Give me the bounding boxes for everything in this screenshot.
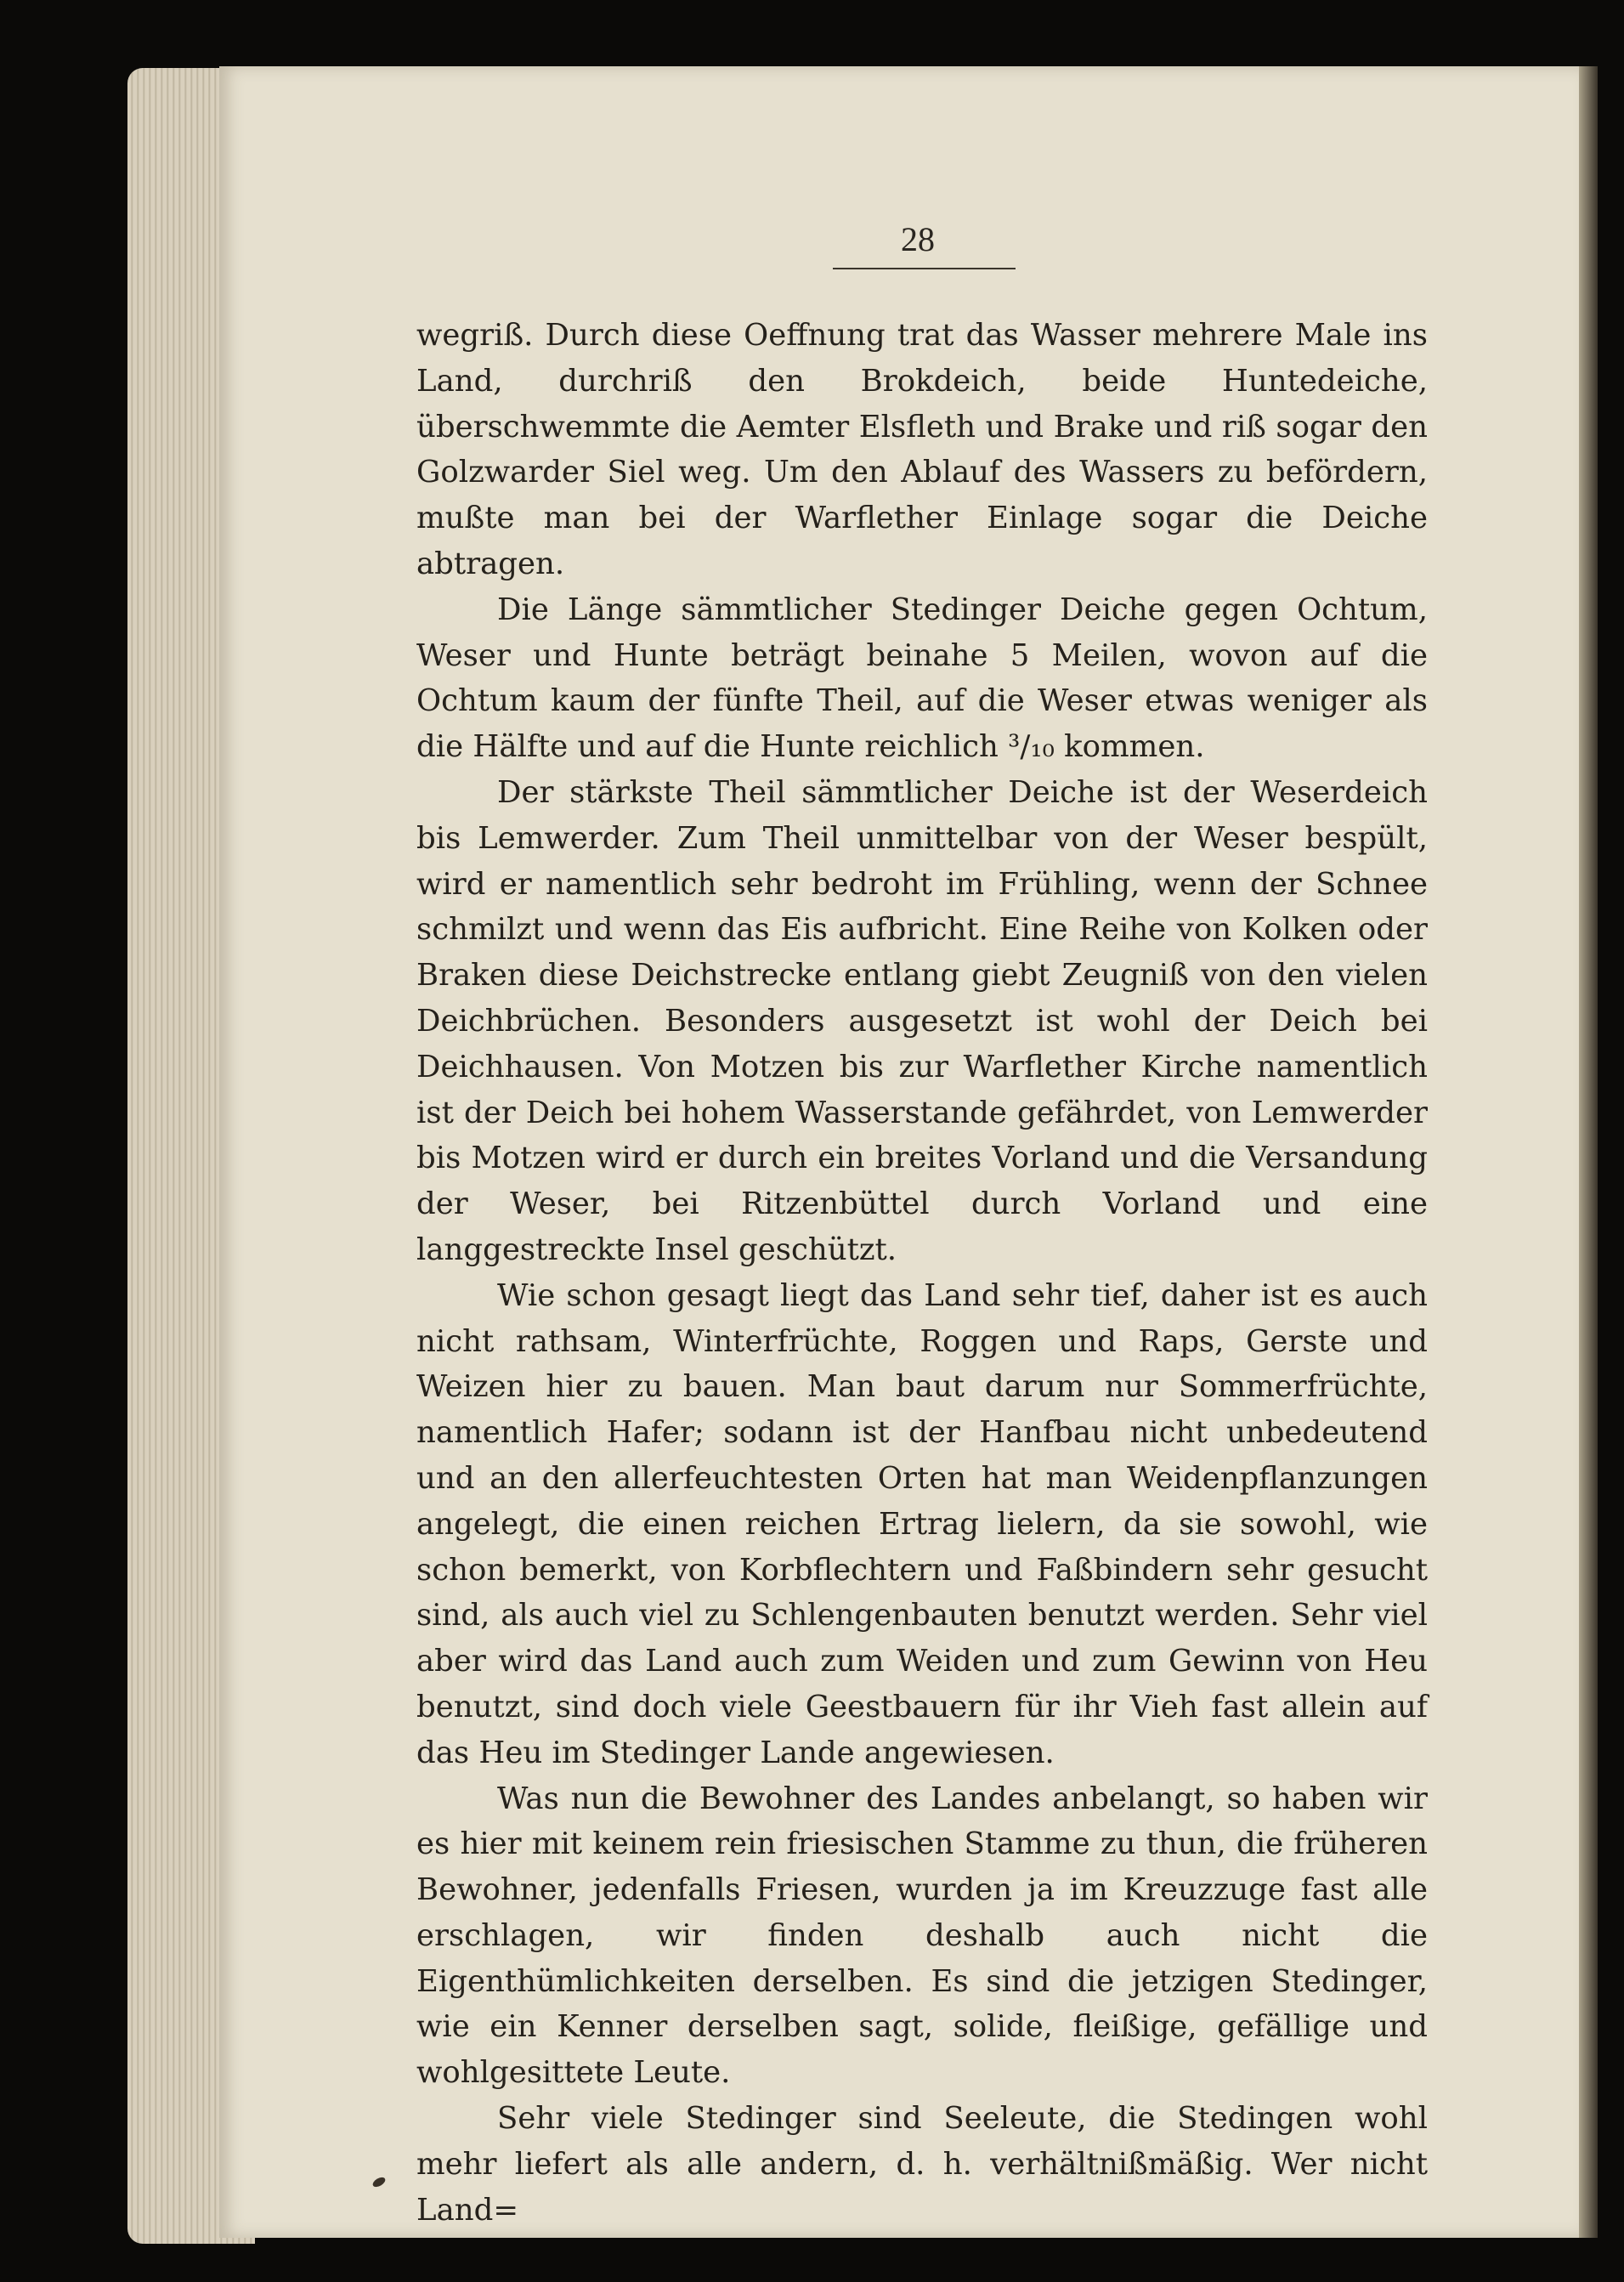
paragraph-4: Wie schon gesagt liegt das Land sehr tief, daher ist es auch nicht rathsam, Winterfrüchte, Roggen und Raps, Gerste und Weizen hier zu bauen. Man baut darum nur Sommerfrüchte, namentlich Hafer; sodann ist der Hanfbau nicht unbedeutend und an den allerfeuchtesten Orten hat man Weidenpflanzungen angelegt, die einen reichen Ertrag lielern, da sie sowohl, wie schon bemerkt, von Korbflechtern und Faßbindern sehr gesucht sind, als auch viel zu Schlengenbauten benutzt werden. Sehr viel aber wird das Land auch zum Weiden und zum Gewinn von Heu benutzt, sind doch viele Geestbauern für ihr Vieh fast allein auf das Heu im Stedinger Lande angewiesen. (416, 1277, 1428, 1770)
page-number: 28 (901, 220, 935, 258)
paragraph-1: wegriß. Durch diese Oeffnung trat das Wasser mehrere Male ins Land, durchriß den Brokdeich, beide Huntedeiche, überschwemmte die Aemter Elsfleth und Brake und riß sogar den Golzwarder Siel weg. Um den Ablauf des Wassers zu befördern, mußte man bei der Warflether Einlage sogar die Deiche abtragen. (416, 318, 1428, 581)
paragraph-5: Was nun die Bewohner des Landes anbelangt, so haben wir es hier mit keinem rein friesischen Stamme zu thun, die früheren Bewohner, jedenfalls Friesen, wurden ja im Kreuzzuge fast alle erschlagen, wir finden deshalb auch nicht die Eigenthümlichkeiten derselben. Es sind die jetzigen Stedinger, wie ein Kenner derselben sagt, solide, fleißige, gefällige und wohlgesittete Leute. (416, 1781, 1428, 2091)
body-text (416, 313, 1428, 2233)
paragraph-3: Der stärkste Theil sämmtlicher Deiche ist der Weserdeich bis Lemwerder. Zum Theil unmittelbar von der Weser bespült, wird er namentlich sehr bedroht im Frühling, wenn der Schnee schmilzt und wenn das Eis aufbricht. Eine Reihe von Kolken oder Braken diese Deichstrecke entlang giebt Zeugniß von den vielen Deichbrüchen. Besonders ausgesetzt ist wohl der Deich bei Deichhausen. Von Motzen bis zur Warflether Kirche namentlich ist der Deich bei hohem Wasserstande gefährdet, von Lemwerder bis Motzen wird er durch ein breites Vorland und die Versandung der Weser, bei Ritzenbüttel durch Vorland und eine langgestreckte Insel geschützt. (416, 774, 1428, 1267)
paragraph-2: Die Länge sämmtlicher Stedinger Deiche gegen Ochtum, Weser und Hunte beträgt beinahe 5 Meilen, wovon auf die Ochtum kaum der fünfte Theil, auf die Weser etwas weniger als die Hälfte und auf die Hunte reichlich ³/₁₀ kommen. (416, 592, 1428, 765)
paragraph-6: Sehr viele Stedinger sind Seeleute, die Stedingen wohl mehr liefert als alle andern, d. h. verhältnißmäßig. Wer nicht Land= (416, 2101, 1428, 2228)
page-gutter-shadow (1579, 66, 1598, 2238)
page-number-rule (833, 268, 1016, 269)
